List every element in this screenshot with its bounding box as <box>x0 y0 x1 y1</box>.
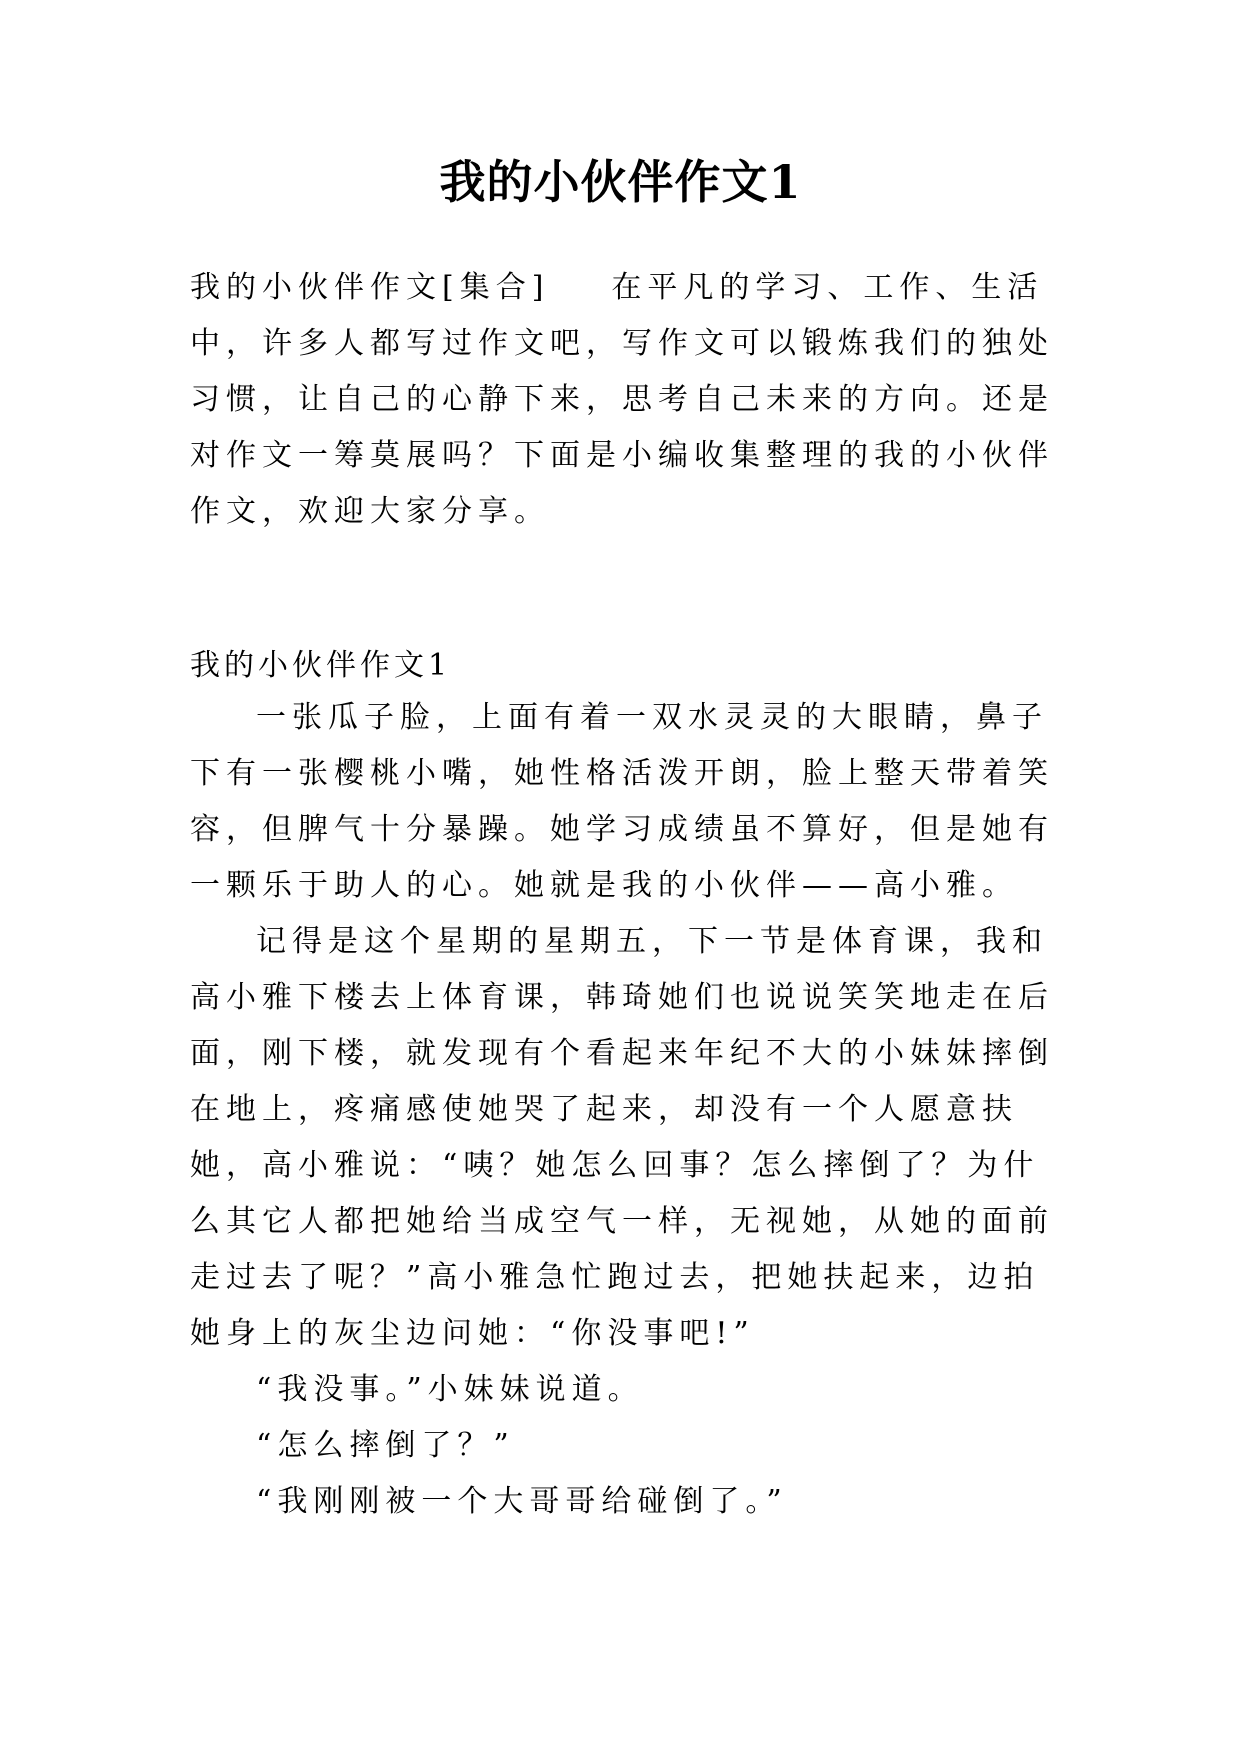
intro-paragraph <box>190 260 1060 540</box>
document-title: 我的小伙伴作文1 <box>439 155 802 209</box>
article-body <box>190 690 1060 1530</box>
section-heading: 我的小伙伴作文1 <box>190 648 452 683</box>
article-paragraph: 一张瓜子脸，上面有着一双水灵灵的大眼睛，鼻子下有一张樱桃小嘴，她性格活泼开朗，脸上整天带着笑容，但脾气十分暴躁。她学习成绩虽不算好，但是她有一颗乐于助人的心。她就是我的小伙伴——高小雅。 <box>190 700 1054 903</box>
intro-lead: 我的小伙伴作文[集合] <box>190 270 550 305</box>
dialogue-line: “我没事。”小妹妹说道。 <box>256 1372 644 1407</box>
dialogue-line: “我刚刚被一个大哥哥给碰倒了。” <box>256 1484 788 1519</box>
intro-text: 在平凡的学习、工作、生活中，许多人都写过作文吧，写作文可以锻炼我们的独处习惯，让自己的心静下来，思考自己未来的方向。还是对作文一筹莫展吗？下面是小编收集整理的我的小伙伴作文，欢迎大家分享。 <box>190 270 1054 529</box>
dialogue-line: “怎么摔倒了？” <box>256 1428 515 1463</box>
article-paragraph: 记得是这个星期的星期五，下一节是体育课，我和高小雅下楼去上体育课，韩琦她们也说说笑笑地走在后面，刚下楼，就发现有个看起来年纪不大的小妹妹摔倒在地上，疼痛感使她哭了起来，却没有一个人愿意扶她，高小雅说：“咦？她怎么回事？怎么摔倒了？为什么其它人都把她给当成空气一样，无视她，从她的面前走过去了呢？”高小雅急忙跑过去，把她扶起来，边拍她身上的灰尘边问她：“你没事吧!” <box>190 924 1054 1351</box>
